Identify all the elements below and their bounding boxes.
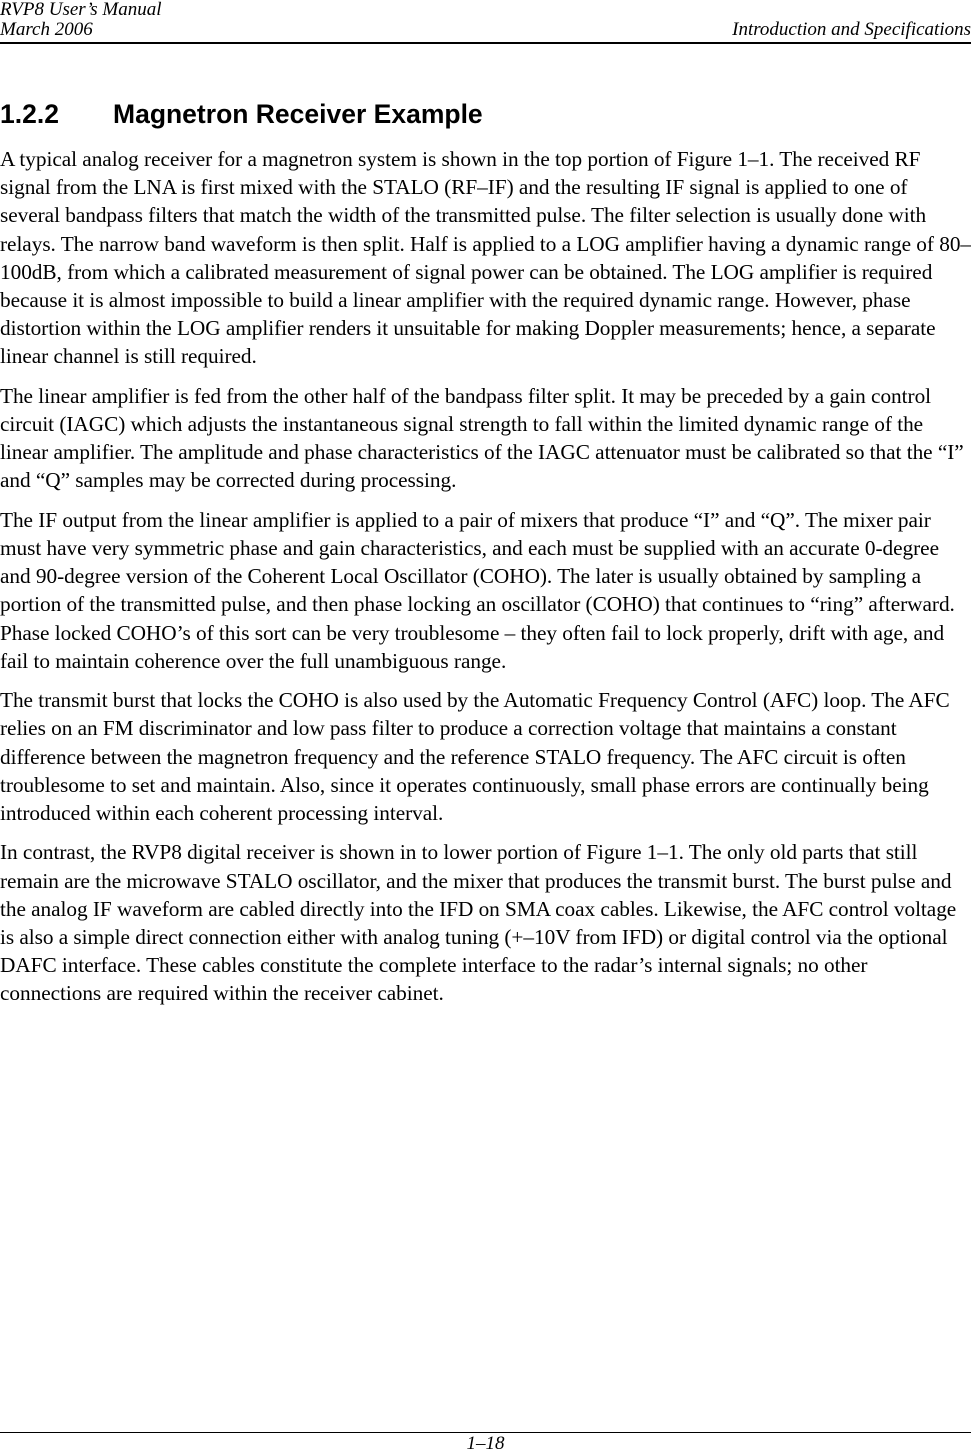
paragraph-1: A typical analog receiver for a magnetron system is shown in the top portion of Figure 1–1. The received RF signal from the LNA is first mixed with the STALO (RF–IF) and the resulting IF signal is applied to one of several bandpass filters that match the width of the transmitted pulse. The filter selection is usually done with relays. The narrow band waveform is then split. Half is applied to a LOG amplifier having a dynamic range of 80–100dB, from which a calibrated measurement of signal power can be obtained. The LOG amplifier is required because it is almost impossible to build a linear amplifier with the required dynamic range. However, phase distortion within the LOG amplifier renders it unsuitable for making Doppler measurements; hence, a separate linear channel is still required. — [0, 147, 971, 369]
paragraph-5: In contrast, the RVP8 digital receiver is shown in to lower portion of Figure 1–1. The only old parts that still remain are the microwave STALO oscillator, and the mixer that produces the transmit burst. The burst pulse and the analog IF waveform are cabled directly into the IFD on SMA coax cables. Likewise, the AFC control voltage is also a simple direct connection either with analog tuning (+–10V from IFD) or digital control via the optional DAFC interface. These cables constitute the complete interface to the radar’s internal signals; no other connections are required within the receiver cabinet. — [0, 840, 957, 1006]
page-number: 1–18 — [466, 1433, 505, 1454]
section-title: Magnetron Receiver Example — [113, 99, 483, 129]
paragraph-2: The linear amplifier is fed from the other half of the bandpass filter split. It may be preceded by a gain control circuit (IAGC) which adjusts the instantaneous signal strength to fall within the limited dynamic range of the linear amplifier. The amplitude and phase characteristics of the IAGC attenuator must be calibrated so that the “I” and “Q” samples may be corrected during processing. — [0, 383, 964, 493]
section-heading — [0, 96, 483, 132]
page-header — [0, 0, 971, 44]
section-number: 1.2.2 — [0, 99, 59, 129]
body-text — [0, 145, 971, 1019]
manual-title: RVP8 User’s Manual — [0, 0, 162, 20]
header-left — [0, 0, 162, 40]
manual-date: March 2006 — [0, 19, 93, 40]
paragraph-3: The IF output from the linear amplifier is applied to a pair of mixers that produce “I” and “Q”. The mixer pair must have very symmetric phase and gain characteristics, and each must be supplied with an accurate 0-degree and 90-degree version of the Coherent Local Oscillator (COHO). The later is usually obtained by sampling a portion of the transmitted pulse, and then phase locking an oscillator (COHO) that continues to “ring” afterward. Phase locked COHO’s of this sort can be very troublesome – they often fail to lock properly, drift with age, and fail to maintain coherence over the full unambiguous range. — [0, 507, 955, 673]
paragraph-4: The transmit burst that locks the COHO is also used by the Automatic Frequency Control (AFC) loop. The AFC relies on an FM discriminator and low pass filter to produce a correction voltage that maintains a constant difference between the magnetron frequency and the reference STALO frequency. The AFC circuit is often troublesome to set and maintain. Also, since it operates continuously, small phase errors are continually being introduced within each coherent processing interval. — [0, 688, 950, 826]
chapter-title: Introduction and Specifications — [732, 19, 971, 40]
page-footer — [0, 1432, 971, 1454]
